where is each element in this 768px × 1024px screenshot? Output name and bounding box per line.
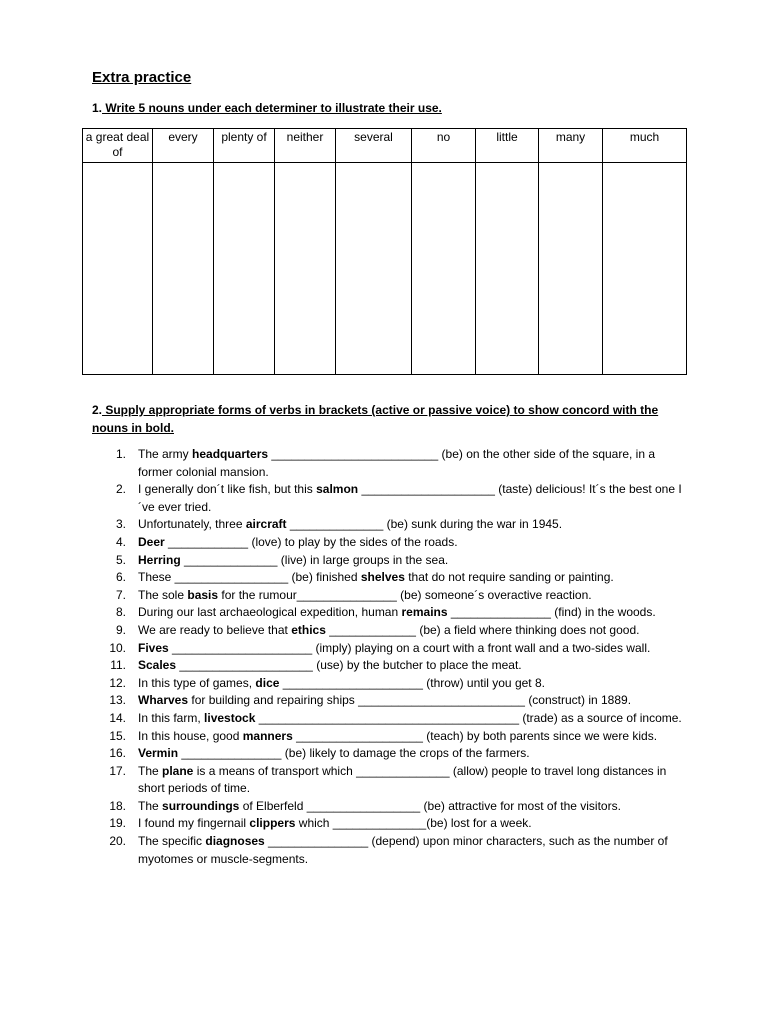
- page-title: Extra practice: [92, 69, 192, 86]
- exercise-text: _______________________________________ (trade) as a source of income.: [255, 710, 682, 725]
- determiner-header: little: [476, 129, 539, 163]
- exercise-text: In this farm,: [138, 710, 205, 725]
- exercise-text: In this type of games,: [138, 675, 256, 690]
- exercise-number: 15.: [109, 728, 126, 743]
- exercise-text: The sole: [138, 587, 188, 602]
- exercise-item: [92, 710, 682, 728]
- bold-noun: plane: [162, 763, 194, 778]
- bold-noun: headquarters: [192, 447, 269, 461]
- exercise-text: _________________________ (be) on the other side of the square, in a former colonial mansion.: [138, 447, 656, 479]
- exercise-number: 1.: [115, 447, 126, 461]
- exercise-text: These _________________ (be) finished: [138, 570, 361, 585]
- exercise-number: 4.: [115, 534, 126, 549]
- section-2-instruction: Supply appropriate forms of verbs in brackets (active or passive voice) to show concord with the nouns in bold.: [92, 403, 659, 435]
- exercise-text: We are ready to believe that: [138, 622, 292, 637]
- answer-cell[interactable]: [539, 163, 603, 375]
- exercise-item: [92, 569, 682, 587]
- determiner-header: neither: [275, 129, 336, 163]
- exercise-text: for the rumour_______________ (be) someone´s overactive reaction.: [218, 587, 592, 602]
- exercise-item: [92, 604, 682, 622]
- bold-noun: manners: [242, 728, 293, 743]
- exercise-text: that do not require sanding or painting.: [404, 570, 614, 585]
- exercise-text: _____________ (be) a field where thinking does not good.: [325, 622, 640, 637]
- exercise-item: [92, 640, 682, 658]
- section-1-heading: [92, 101, 442, 115]
- exercise-item: [92, 587, 682, 605]
- exercise-item: [92, 798, 682, 816]
- exercise-text: _______________ (find) in the woods.: [447, 605, 656, 620]
- bold-noun: Fives: [138, 640, 169, 655]
- exercise-number: 12.: [109, 675, 126, 690]
- answer-cell[interactable]: [412, 163, 476, 375]
- exercise-text: ____________________ (taste) delicious! It´s the best one I´ve ever tried.: [138, 482, 682, 514]
- exercise-text: ____________ (love) to play by the sides of the roads.: [164, 534, 458, 549]
- determiner-header: several: [336, 129, 412, 163]
- exercise-number: 8.: [115, 605, 126, 620]
- exercise-item: [92, 657, 682, 675]
- exercise-number: 3.: [115, 517, 126, 532]
- exercise-text: ___________________ (teach) by both parents since we were kids.: [292, 728, 658, 743]
- exercise-item: [92, 552, 682, 570]
- exercise-text: In this house, good: [138, 728, 243, 743]
- exercise-item: [92, 534, 682, 552]
- exercise-number: 19.: [109, 816, 126, 831]
- bold-noun: Herring: [138, 552, 181, 567]
- bold-noun: remains: [401, 605, 448, 620]
- exercise-item: [92, 446, 682, 481]
- exercise-item: [92, 728, 682, 746]
- exercise-number: 11.: [110, 658, 126, 673]
- exercise-list: [92, 446, 682, 868]
- bold-noun: clippers: [249, 816, 296, 831]
- determiner-header-row: [83, 129, 687, 163]
- answer-cell[interactable]: [603, 163, 687, 375]
- exercise-text: ____________________ (use) by the butcher to place the meat.: [176, 658, 522, 673]
- exercise-text: I found my fingernail: [138, 816, 250, 831]
- exercise-text: ______________ (be) sunk during the war in 1945.: [286, 517, 563, 532]
- bold-noun: basis: [187, 587, 219, 602]
- exercise-text: is a means of transport which ______________ (allow) people to travel long distances in short periods of time.: [138, 763, 667, 796]
- exercise-text: Unfortunately, three: [138, 517, 246, 532]
- exercise-item: [92, 675, 682, 693]
- section-1-instruction: Write 5 nouns under each determiner to illustrate their use.: [102, 101, 442, 115]
- section-2-number: 2.: [92, 403, 103, 417]
- exercise-text: ______________ (live) in large groups in the sea.: [180, 552, 449, 567]
- determiner-header: many: [539, 129, 603, 163]
- exercise-number: 10.: [109, 640, 126, 655]
- exercise-text: During our last archaeological expedition, human: [138, 605, 402, 620]
- exercise-number: 9.: [115, 622, 126, 637]
- determiner-header: a great deal of: [83, 129, 153, 163]
- exercise-text: The: [138, 763, 163, 778]
- answer-cell[interactable]: [336, 163, 412, 375]
- exercise-item: [92, 833, 682, 868]
- determiner-header: no: [412, 129, 476, 163]
- determiner-header: much: [603, 129, 687, 163]
- exercise-text: _______________ (be) likely to damage the crops of the farmers.: [178, 746, 530, 761]
- answer-cell[interactable]: [275, 163, 336, 375]
- exercise-number: 20.: [109, 834, 126, 849]
- exercise-item: [92, 516, 682, 534]
- section-2-heading: [92, 401, 692, 437]
- exercise-item: [92, 763, 682, 798]
- exercise-text: _____________________ (throw) until you get 8.: [279, 675, 545, 690]
- exercise-item: [92, 622, 682, 640]
- exercise-item: [92, 692, 682, 710]
- exercise-number: 16.: [109, 746, 126, 761]
- bold-noun: Scales: [138, 658, 177, 673]
- bold-noun: diagnoses: [205, 834, 265, 849]
- exercise-number: 13.: [109, 693, 126, 708]
- bold-noun: dice: [255, 675, 280, 690]
- exercise-number: 17.: [109, 763, 126, 778]
- determiner-table: [82, 128, 687, 375]
- determiner-header: plenty of: [214, 129, 275, 163]
- bold-noun: Deer: [138, 534, 165, 549]
- exercise-text: of Elberfeld _________________ (be) attractive for most of the visitors.: [239, 798, 621, 813]
- exercise-number: 14.: [109, 710, 126, 725]
- exercise-text: The specific: [138, 834, 206, 849]
- exercise-item: [92, 481, 682, 516]
- answer-cell[interactable]: [153, 163, 214, 375]
- bold-noun: surroundings: [162, 798, 240, 813]
- bold-noun: aircraft: [245, 517, 287, 532]
- exercise-number: 6.: [115, 570, 126, 585]
- exercise-text: _____________________ (imply) playing on a court with a front wall and a two-sides wall.: [168, 640, 651, 655]
- bold-noun: livestock: [204, 710, 256, 725]
- bold-noun: Wharves: [138, 693, 189, 708]
- bold-noun: shelves: [360, 570, 405, 585]
- exercise-text: which ______________(be) lost for a week.: [295, 816, 532, 831]
- exercise-number: 2.: [115, 482, 126, 497]
- exercise-text: The: [138, 798, 163, 813]
- determiner-header: every: [153, 129, 214, 163]
- exercise-text: for building and repairing ships _________________________ (construct) in 1889.: [188, 693, 632, 708]
- exercise-text: The army: [138, 447, 193, 461]
- answer-cell[interactable]: [214, 163, 275, 375]
- exercise-number: 5.: [115, 552, 126, 567]
- exercise-text: I generally don´t like fish, but this: [138, 482, 317, 497]
- bold-noun: Vermin: [138, 746, 179, 761]
- section-1-number: 1.: [92, 101, 103, 115]
- exercise-item: [92, 745, 682, 763]
- bold-noun: ethics: [291, 622, 326, 637]
- answer-row: [83, 163, 687, 375]
- exercise-number: 7.: [115, 587, 126, 602]
- bold-noun: salmon: [316, 482, 359, 497]
- answer-cell[interactable]: [476, 163, 539, 375]
- exercise-text: _______________ (depend) upon minor characters, such as the number of myotomes or muscle-segments.: [138, 834, 668, 866]
- exercise-number: 18.: [109, 798, 126, 813]
- exercise-item: [92, 815, 682, 833]
- answer-cell[interactable]: [83, 163, 153, 375]
